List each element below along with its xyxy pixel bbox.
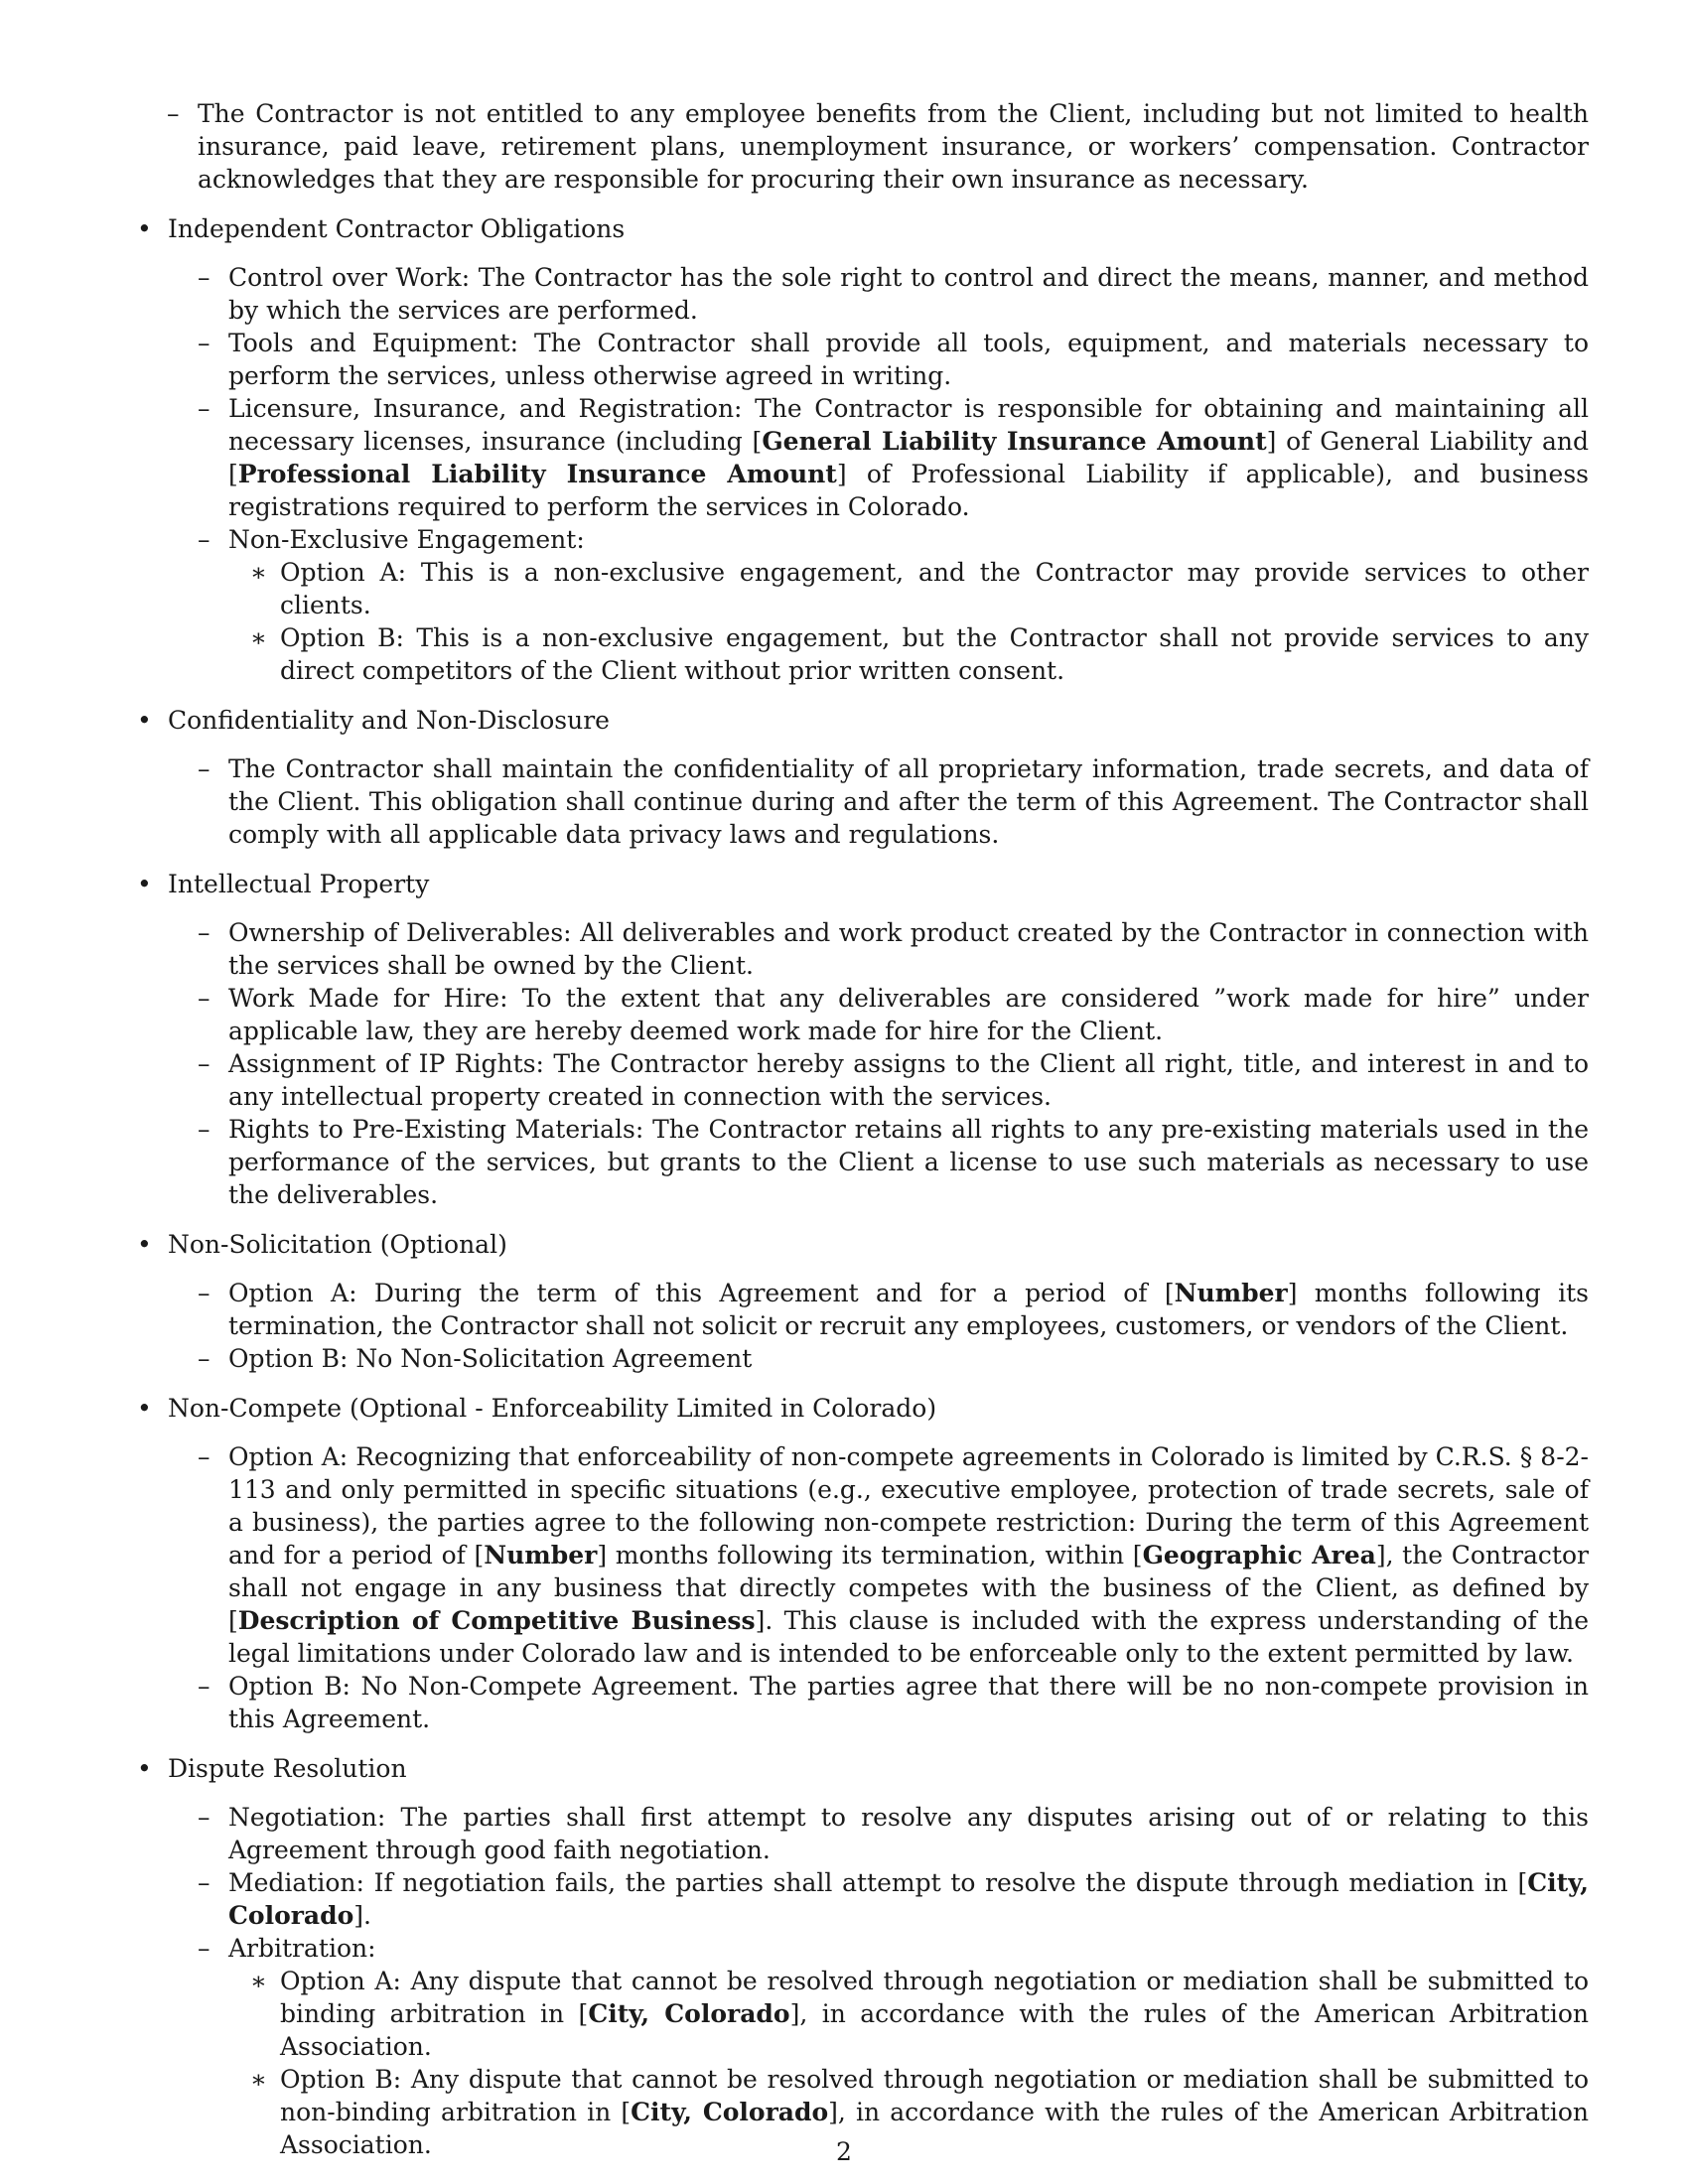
section-intellectual-property: [137, 868, 1589, 1211]
dash-marker: –: [198, 754, 211, 783]
list-item: [198, 327, 1589, 392]
item-text: [228, 1868, 1589, 1930]
text-run: ].: [353, 1901, 371, 1930]
text-run: Ownership of Deliverables: All deliverables and work product created by the Contractor in connection with the services shall be owned by the Client.: [228, 918, 1589, 980]
text-run: ] months following its termination, within [: [597, 1541, 1143, 1570]
placeholder-field: City, Colorado: [228, 1868, 1589, 1930]
text-run: Option A: During the term of this Agreement and for a period of [: [228, 1279, 1175, 1307]
placeholder-field: General Liability Insurance Amount: [762, 427, 1267, 456]
item-text: [228, 394, 1589, 521]
section-independent-contractor-obligations: [137, 212, 1589, 687]
text-run: Option B: Any dispute that cannot be resolved through negotiation or mediation shall be submitted to non-binding arbitration in [: [280, 2065, 1589, 2126]
list-item: [198, 1342, 1589, 1375]
item-text: [228, 918, 1589, 980]
list-item: [198, 916, 1589, 982]
section-items: [168, 752, 1589, 851]
item-text: [228, 1344, 752, 1373]
section-items: [168, 261, 1589, 687]
dash-marker: –: [198, 1868, 211, 1897]
item-text: [228, 1672, 1589, 1733]
item-text: [228, 1442, 1589, 1668]
text-run: ] months following its termination, the Contractor shall not solicit or recruit any employees, customers, or vendors of the Client.: [228, 1279, 1589, 1340]
bullet-marker: •: [137, 1230, 152, 1259]
text-run: Mediation: If negotiation fails, the parties shall attempt to resolve the dispute through mediation in [: [228, 1868, 1528, 1897]
text-run: ], in accordance with the rules of the American Arbitration Association.: [280, 1999, 1589, 2061]
text-run: Work Made for Hire: To the extent that any deliverables are considered ”work made for hire” under applicable law, they are hereby deemed work made for hire for the Client.: [228, 984, 1589, 1045]
asterisk-marker: ∗: [250, 558, 267, 587]
section-items: [168, 1801, 1589, 2161]
asterisk-marker: ∗: [250, 1967, 267, 1995]
section-dispute-resolution: [137, 1752, 1589, 2161]
section-non-solicitation-optional: [137, 1228, 1589, 1375]
section-title: Non-Compete (Optional - Enforceability Limited in Colorado): [168, 1394, 937, 1423]
list-item: [198, 1440, 1589, 1670]
item-text: [228, 1279, 1589, 1340]
bullet-marker: •: [137, 870, 152, 898]
text-run: Negotiation: The parties shall first attempt to resolve any disputes arising out of or relating to this Agreement through good faith negotiation.: [228, 1803, 1589, 1864]
text-run: Licensure, Insurance, and Registration: The Contractor is responsible for obtaining and maintaining all necessary licenses, insurance (including [: [228, 394, 1589, 456]
section-title: Independent Contractor Obligations: [168, 214, 626, 243]
option-list: [228, 1965, 1589, 2161]
option-text: [280, 623, 1589, 685]
section-confidentiality-and-non-disclosure: [137, 704, 1589, 851]
item-text: [228, 525, 585, 554]
list-item: [198, 392, 1589, 523]
list-item: [198, 1670, 1589, 1735]
text-run: ], the Contractor shall not engage in any business that directly competes with the business of the Client, as defined by [: [228, 1541, 1589, 1635]
text-run: ] of General Liability and [: [228, 427, 1589, 488]
dash-marker: –: [198, 1442, 211, 1471]
item-text: [228, 1803, 1589, 1864]
bullet-marker: •: [137, 214, 152, 243]
placeholder-field: Professional Liability Insurance Amount: [237, 460, 837, 488]
text-run: ]. This clause is included with the express understanding of the legal limitations under Colorado law and is intended to be enforceable only to the extent permitted by law.: [228, 1606, 1589, 1668]
dash-marker: –: [198, 1049, 211, 1078]
dash-marker: –: [198, 1672, 211, 1701]
dash-marker: –: [198, 263, 211, 292]
text-run: Assignment of IP Rights: The Contractor hereby assigns to the Client all right, title, and interest in and to any intellectual property created in connection with the services.: [228, 1049, 1589, 1111]
dash-marker: –: [198, 1803, 211, 1832]
continued-text: The Contractor is not entitled to any employee benefits from the Client, including but not limited to health insurance, paid leave, retirement plans, unemployment insurance, or workers’ compensation. Contractor acknowledges that they are responsible for procuring their own insurance as necessary.: [198, 99, 1589, 194]
text-run: ], in accordance with the rules of the American Arbitration Association.: [280, 2098, 1589, 2159]
placeholder-field: City, Colorado: [588, 1999, 790, 2028]
placeholder-field: Description of Competitive Business: [237, 1606, 756, 1635]
list-item: [198, 982, 1589, 1047]
dash-marker: –: [198, 394, 211, 423]
placeholder-field: City, Colorado: [631, 2098, 829, 2126]
text-run: Non-Exclusive Engagement:: [228, 525, 585, 554]
list-item: [198, 1932, 1589, 2161]
section-title: Confidentiality and Non-Disclosure: [168, 706, 610, 735]
placeholder-field: Number: [1174, 1279, 1288, 1307]
list-item: [198, 1866, 1589, 1932]
item-text: [228, 263, 1589, 325]
list-item: [198, 523, 1589, 687]
section-non-compete-optional-enforceability-limited-in-colorado: [137, 1392, 1589, 1735]
list-item: – The Contractor is not entitled to any employee benefits from the Client, including but not limited to health insurance, paid leave, retirement plans, unemployment insurance, or workers’ compensation. Contractor acknowledges that they are responsible for procuring their own insurance as necessary.: [167, 99, 1589, 194]
item-text: [228, 1049, 1589, 1111]
text-run: Option A: Recognizing that enforceability of non-compete agreements in Colorado is limited by C.R.S. § 8-2-113 and only permitted in specific situations (e.g., executive employee, protection of trade secrets, sale of a business), the parties agree to the following non-compete restriction: During the term of this Agreement and for a period of [: [228, 1442, 1589, 1570]
item-text: [228, 754, 1589, 849]
dash-marker: –: [198, 984, 211, 1013]
sections: [137, 212, 1589, 2161]
bullet-marker: •: [137, 1754, 152, 1783]
section-items: [168, 1440, 1589, 1735]
item-text: [228, 329, 1589, 390]
text-run: Option B: No Non-Solicitation Agreement: [228, 1344, 753, 1373]
continued-list: [137, 97, 1589, 196]
item-text: [228, 984, 1589, 1045]
option-item: [228, 621, 1589, 687]
text-run: ] of Professional Liability if applicable), and business registrations required to perform the services in Colorado.: [228, 460, 1589, 521]
document-body: [137, 97, 1589, 2178]
list-item: [198, 1113, 1589, 1211]
placeholder-field: Number: [484, 1541, 598, 1570]
page-number: 2: [836, 2137, 852, 2166]
section-title: Dispute Resolution: [168, 1754, 407, 1783]
text-run: Option B: No Non-Compete Agreement. The parties agree that there will be no non-compete provision in this Agreement.: [228, 1672, 1589, 1733]
list-item: [198, 752, 1589, 851]
dash-marker: –: [198, 525, 211, 554]
option-item: [228, 556, 1589, 621]
text-run: Option B: This is a non-exclusive engagement, but the Contractor shall not provide services to any direct competitors of the Client without prior written consent.: [280, 623, 1589, 685]
text-run: Control over Work: The Contractor has the sole right to control and direct the means, manner, and method by which the services are performed.: [228, 263, 1589, 325]
option-text: [280, 558, 1589, 619]
text-run: Tools and Equipment: The Contractor shall provide all tools, equipment, and materials necessary to perform the services, unless otherwise agreed in writing.: [228, 329, 1589, 390]
dash-marker: –: [198, 1934, 211, 1963]
bullet-marker: •: [137, 1394, 152, 1423]
dash-marker: –: [198, 1115, 211, 1144]
text-run: The Contractor shall maintain the confidentiality of all proprietary information, trade secrets, and data of the Client. This obligation shall continue during and after the term of this Agreement. The Contractor shall comply with all applicable data privacy laws and regulations.: [228, 754, 1589, 849]
option-item: [228, 1965, 1589, 2063]
asterisk-marker: ∗: [250, 2065, 267, 2094]
asterisk-marker: ∗: [250, 623, 267, 652]
dash-marker: –: [198, 1344, 211, 1373]
section-items: [168, 1277, 1589, 1375]
placeholder-field: Geographic Area: [1142, 1541, 1376, 1570]
section-items: [168, 916, 1589, 1211]
dash-marker: –: [198, 918, 211, 947]
list-item: [198, 1047, 1589, 1113]
option-text: [280, 1967, 1589, 2061]
bullet-marker: •: [137, 706, 152, 735]
dash-marker: –: [198, 1279, 211, 1307]
list-item: [198, 1801, 1589, 1866]
list-item: [198, 1277, 1589, 1342]
text-run: Option A: Any dispute that cannot be resolved through negotiation or mediation shall be submitted to binding arbitration in [: [280, 1967, 1589, 2028]
option-list: [228, 556, 1589, 687]
list-item: [198, 261, 1589, 327]
item-text: [228, 1934, 376, 1963]
dash-marker: –: [198, 329, 211, 357]
section-title: Non-Solicitation (Optional): [168, 1230, 507, 1259]
section-title: Intellectual Property: [168, 870, 430, 898]
text-run: Arbitration:: [228, 1934, 376, 1963]
item-text: [228, 1115, 1589, 1209]
text-run: Rights to Pre-Existing Materials: The Contractor retains all rights to any pre-existing materials used in the performance of the services, but grants to the Client a license to use such materials as necessary to use the deliverables.: [228, 1115, 1589, 1209]
text-run: Option A: This is a non-exclusive engagement, and the Contractor may provide services to other clients.: [280, 558, 1589, 619]
